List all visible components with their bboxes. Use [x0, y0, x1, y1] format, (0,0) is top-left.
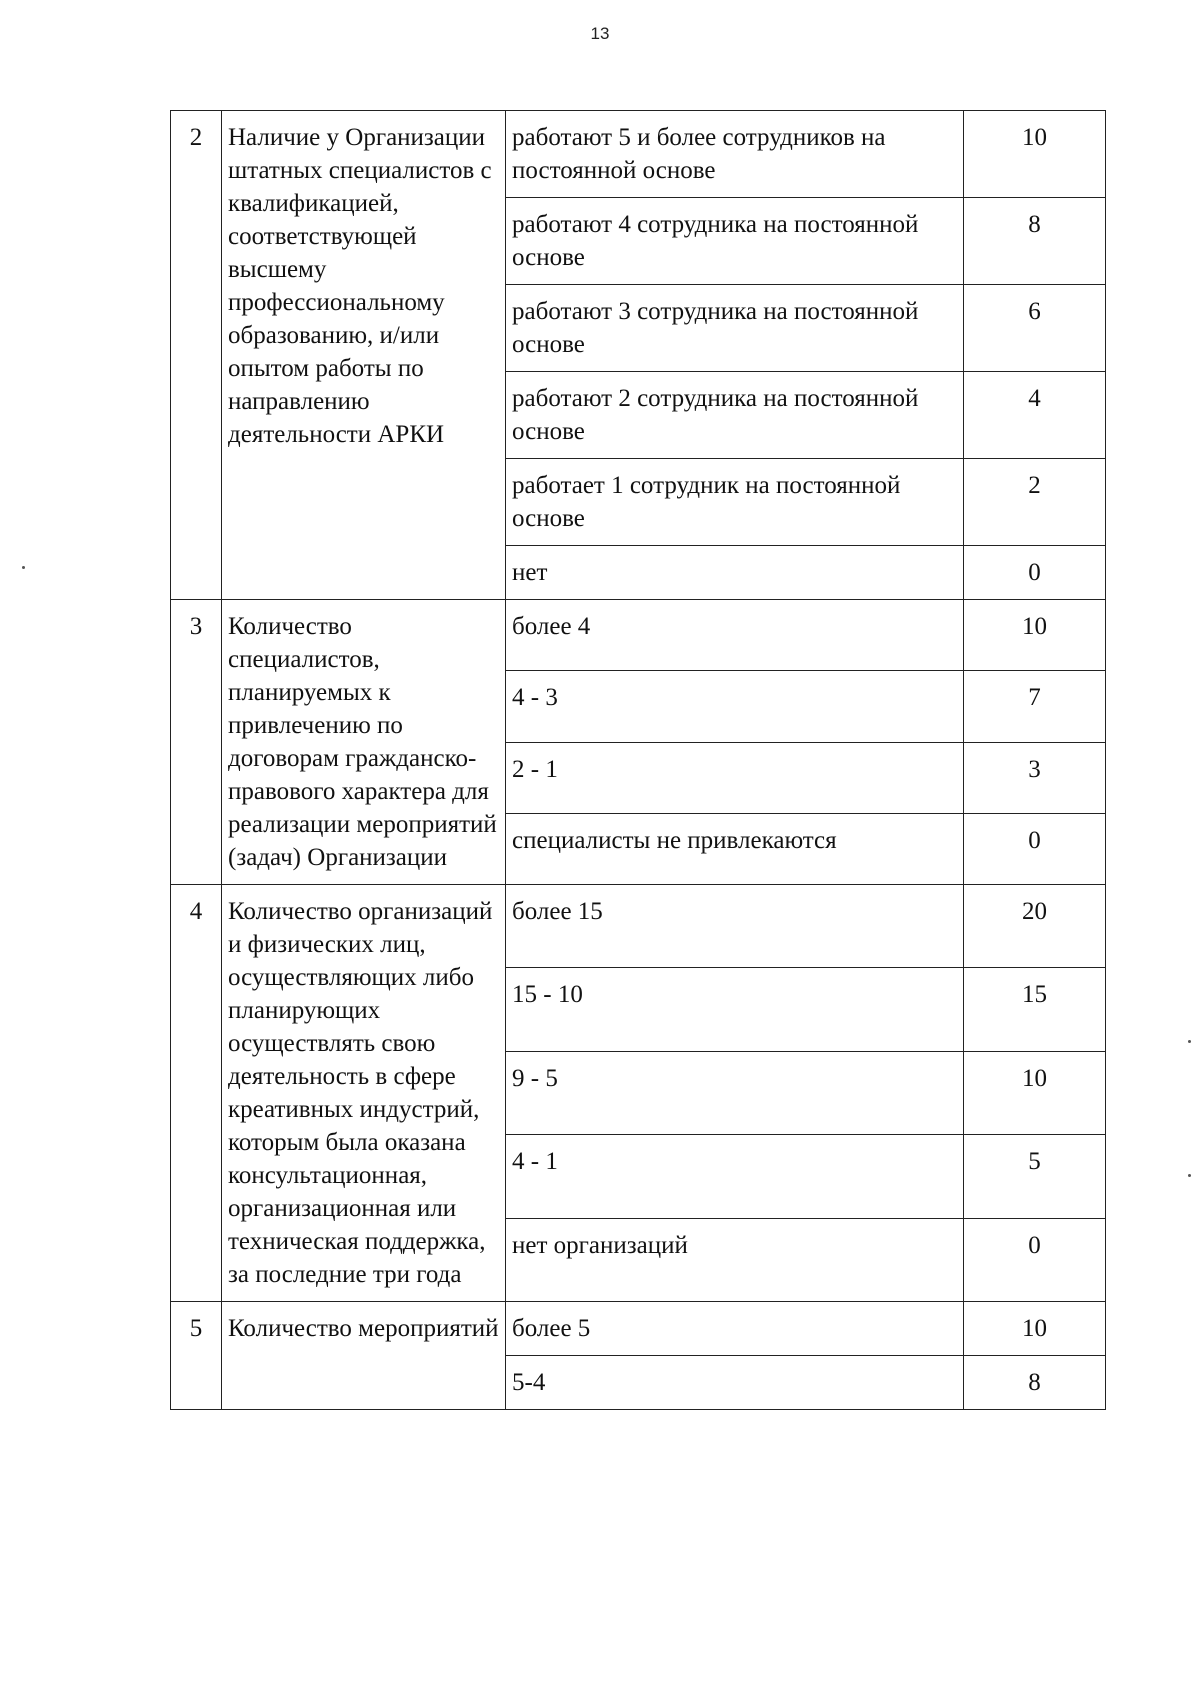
criterion-number: 5 — [171, 1302, 222, 1410]
option-text: работает 1 сотрудник на постоянной основе — [506, 459, 964, 546]
option-score: 8 — [964, 198, 1106, 285]
option-score: 10 — [964, 1051, 1106, 1134]
criterion-number: 4 — [171, 885, 222, 1302]
scan-speck — [1188, 1174, 1191, 1177]
option-score: 8 — [964, 1356, 1106, 1410]
option-score: 10 — [964, 1302, 1106, 1356]
criterion-description — [222, 1302, 506, 1410]
option-score: 7 — [964, 671, 1106, 742]
option-score: 5 — [964, 1135, 1106, 1218]
option-score: 15 — [964, 968, 1106, 1051]
table-row — [171, 1302, 1106, 1356]
option-text: работают 4 сотрудника на постоянной основе — [506, 198, 964, 285]
option-score: 3 — [964, 742, 1106, 813]
option-text: 15 - 10 — [506, 968, 964, 1051]
scan-speck — [1188, 1040, 1191, 1043]
option-score: 2 — [964, 459, 1106, 546]
option-text: работают 2 сотрудника на постоянной основе — [506, 372, 964, 459]
criterion-description — [222, 111, 506, 600]
option-text: более 15 — [506, 885, 964, 968]
option-text: 5-4 — [506, 1356, 964, 1410]
option-text: работают 3 сотрудника на постоянной основе — [506, 285, 964, 372]
option-score: 6 — [964, 285, 1106, 372]
option-score: 4 — [964, 372, 1106, 459]
option-text: нет организаций — [506, 1218, 964, 1301]
option-text: 9 - 5 — [506, 1051, 964, 1134]
criterion-description — [222, 885, 506, 1302]
criterion-text: Количество мероприятий — [228, 1315, 499, 1342]
criterion-text: Наличие у Организации штатных специалистов с квалификацией, соответствующей высшему профессиональному образованию, и/или опытом работы по направлению деятельности АРКИ — [228, 124, 492, 448]
option-text: нет — [506, 546, 964, 600]
criterion-number: 2 — [171, 111, 222, 600]
option-text: 4 - 1 — [506, 1135, 964, 1218]
criterion-text: Количество специалистов, планируемых к привлечению по договорам гражданско-правового характера для реализации мероприятий (задач) Организации — [228, 613, 497, 871]
criteria-table — [170, 110, 1106, 1410]
criteria-table-body — [171, 111, 1106, 1410]
option-text: работают 5 и более сотрудников на постоянной основе — [506, 111, 964, 198]
option-score: 0 — [964, 813, 1106, 884]
option-score: 0 — [964, 1218, 1106, 1301]
option-text: 2 - 1 — [506, 742, 964, 813]
option-score: 10 — [964, 111, 1106, 198]
page-number: 13 — [590, 24, 610, 43]
criterion-number: 3 — [171, 600, 222, 885]
scan-speck — [22, 566, 25, 569]
criterion-description — [222, 600, 506, 885]
option-text: 4 - 3 — [506, 671, 964, 742]
option-score: 0 — [964, 546, 1106, 600]
table-row — [171, 885, 1106, 968]
option-text: более 5 — [506, 1302, 964, 1356]
option-score: 20 — [964, 885, 1106, 968]
table-row — [171, 111, 1106, 198]
criterion-text: Количество организаций и физических лиц, осуществляющих либо планирующих осуществлять свою деятельность в сфере креативных индустрий, которым была оказана консультационная, организационная или техническая поддержка, за последние три года — [228, 898, 493, 1288]
option-text: специалисты не привлекаются — [506, 813, 964, 884]
option-score: 10 — [964, 600, 1106, 671]
option-text: более 4 — [506, 600, 964, 671]
table-row — [171, 600, 1106, 671]
